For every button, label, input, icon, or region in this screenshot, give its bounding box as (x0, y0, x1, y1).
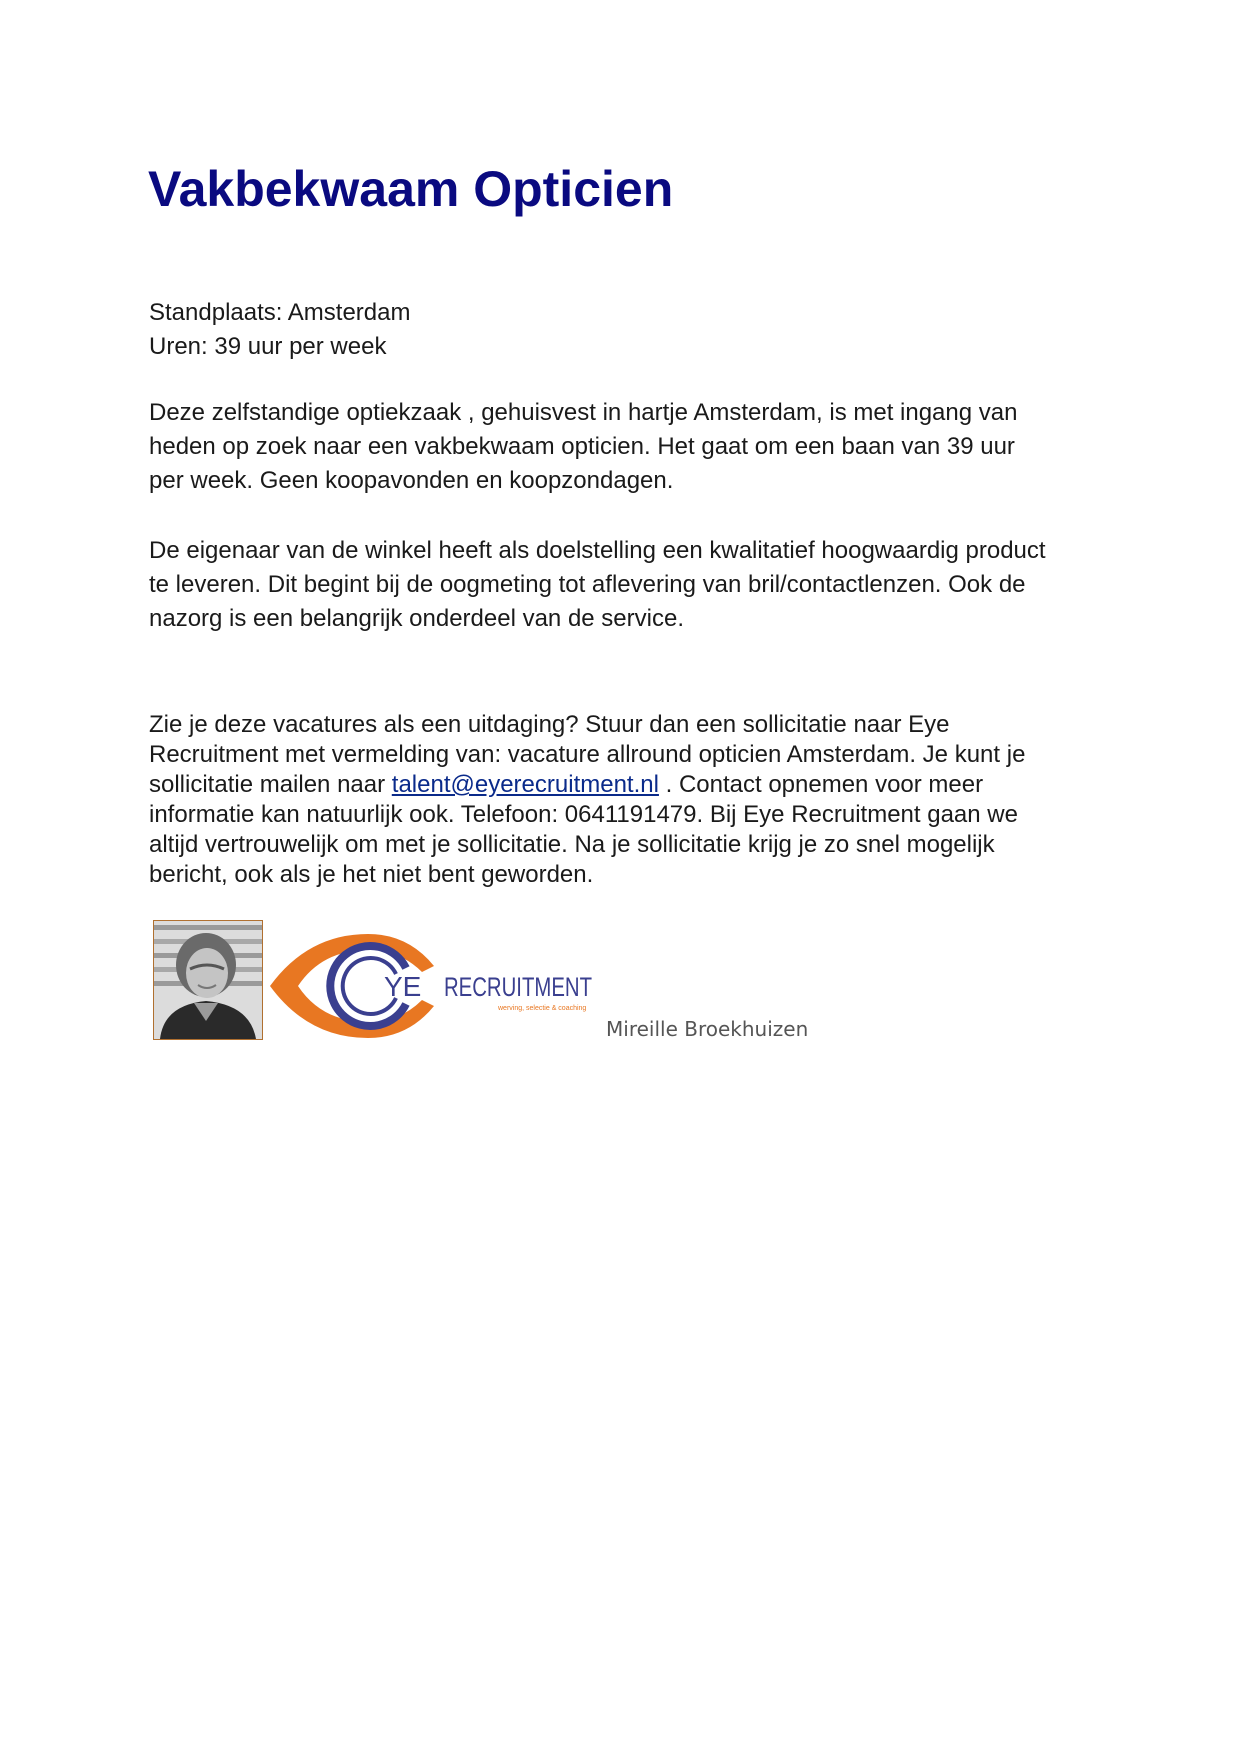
text-line: De eigenaar van de winkel heeft als doelstelling een kwalitatief hoogwaardig product (149, 537, 1046, 564)
text-segment: . Contact opnemen voor meer (658, 771, 984, 798)
intro-paragraph (149, 396, 1109, 498)
text-line: bericht, ook als je het niet bent geworden. (149, 861, 594, 888)
logo-ye-text: YE (384, 971, 422, 1002)
text-line: per week. Geen koopavonden en koopzondagen. (149, 467, 674, 494)
page-title: Vakbekwaam Opticien (148, 161, 674, 217)
text-line: heden op zoek naar een vakbekwaam opticien. Het gaat om een baan van 39 uur (149, 433, 1015, 460)
application-paragraph (149, 710, 1109, 890)
logo-recruitment-text: RECRUITMENT (444, 972, 592, 1002)
person-photo-icon (154, 921, 262, 1039)
text-line: informatie kan natuurlijk ook. Telefoon: 0641191479. Bij Eye Recruitment gaan we (149, 801, 1018, 828)
text-line: te leveren. Dit begint bij de oogmeting tot aflevering van bril/contactlenzen. Ook de (149, 571, 1026, 598)
text-line: Zie je deze vacatures als een uitdaging? Stuur dan een sollicitatie naar Eye (149, 711, 950, 738)
location-text: Standplaats: Amsterdam (149, 299, 411, 326)
owner-paragraph (149, 534, 1109, 636)
text-line: nazorg is een belangrijk onderdeel van de service. (149, 605, 684, 632)
job-meta (149, 296, 410, 364)
logo-tagline-text: werving, selectie & coaching (498, 1005, 587, 1012)
recruiter-photo (153, 920, 263, 1040)
email-link[interactable]: talent@eyerecruitment.nl (391, 771, 659, 798)
text-line (149, 770, 1109, 800)
hours-text: Uren: 39 uur per week (149, 333, 387, 360)
text-line: Recruitment met vermelding van: vacature allround opticien Amsterdam. Je kunt je (149, 741, 1026, 768)
signature-name: Mireille Broekhuizen (606, 1017, 809, 1041)
text-segment: sollicitatie mailen naar (149, 771, 392, 798)
eye-recruitment-logo (268, 932, 598, 1040)
text-line: Deze zelfstandige optiekzaak , gehuisvest in hartje Amsterdam, is met ingang van (149, 399, 1018, 426)
text-line: altijd vertrouwelijk om met je sollicitatie. Na je sollicitatie krijg je zo snel mogelijk (149, 831, 995, 858)
